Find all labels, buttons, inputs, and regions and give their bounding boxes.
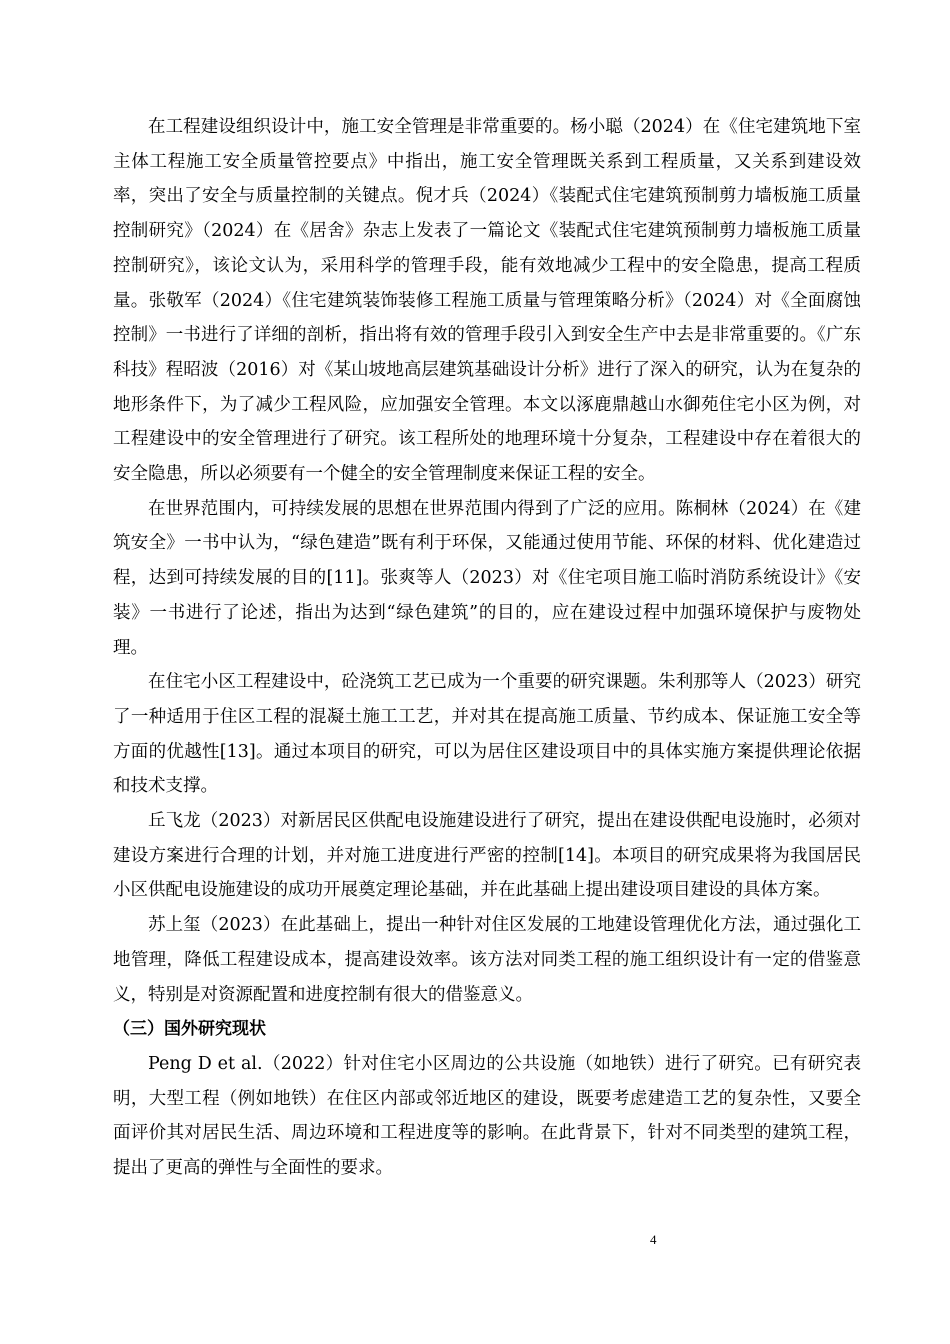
paragraph-safety-management: 在工程建设组织设计中，施工安全管理是非常重要的。杨小聪（2024）在《住宅建筑地下室主体工程施工安全质量管控要点》中指出，施工安全管理既关系到工程质量，又关系到建设效率，突出了安全与质量控制的关键点。倪才兵（2024）《装配式住宅建筑预制剪力墙板施工质量控制研究》（2024）在《居舍》杂志上发表了一篇论文《装配式住宅建筑预制剪力墙板施工质量控制研究》，该论文认为，采用科学的管理手段，能有效地减少工程中的安全隐患，提高工程质量。张敬军（2024）《住宅建筑装饰装修工程施工质量与管理策略分析》（2024）对《全面腐蚀控制》一书进行了详细的剖析，指出将有效的管理手段引入到安全生产中去是非常重要的。《广东科技》程昭波（2016）对《某山坡地高层建筑基础设计分析》进行了深入的研究，认为在复杂的地形条件下，为了减少工程风险，应加强安全管理。本文以涿鹿鼎越山水御苑住宅小区为例，对工程建设中的安全管理进行了研究。该工程所处的地理环境十分复杂，工程建设中存在着很大的安全隐患，所以必须要有一个健全的安全管理制度来保证工程的安全。 [113,117,861,485]
paragraph-foreign-research: Peng D et al.（2022）针对住宅小区周边的公共设施（如地铁）进行了研究。已有研究表明，大型工程（例如地铁）在住区内部或邻近地区的建设，既要考虑建造工艺的复杂性，又要全面评价其对居民生活、周边环境和工程进度等的影响。在此背景下，针对不同类型的建筑工程，提出了更高的弹性与全面性的要求。 [113,1053,861,1179]
page-content [113,110,861,1186]
paragraph-site-management: 苏上玺（2023）在此基础上，提出一种针对住区发展的工地建设管理优化方法，通过强化工地管理，降低工程建设成本，提高建设效率。该方法对同类工程的施工组织设计有一定的借鉴意义，特别是对资源配置和进度控制有很大的借鉴意义。 [113,915,861,1005]
section-heading: （三）国外研究现状 [113,1019,266,1040]
page-number: 4 [650,1232,657,1247]
paragraph-sustainable-development: 在世界范围内，可持续发展的思想在世界范围内得到了广泛的应用。陈桐林（2024）在《建筑安全》一书中认为，“绿色建造”既有利于环保，又能通过使用节能、环保的材料、优化建造过程，达到可持续发展的目的[11]。张爽等人（2023）对《住宅项目施工临时消防系统设计》《安装》一书进行了论述，指出为达到“绿色建筑”的目的，应在建设过程中加强环境保护与废物处理。 [113,498,861,658]
paragraph-concrete-pouring: 在住宅小区工程建设中，砼浇筑工艺已成为一个重要的研究课题。朱利那等人（2023）研究了一种适用于住区工程的混凝土施工工艺，并对其在提高施工质量、节约成本、保证施工安全等方面的优越性[13]。通过本项目的研究，可以为居住区建设项目中的具体实施方案提供理论依据和技术支撑。 [113,672,861,797]
paragraph-power-supply: 丘飞龙（2023）对新居民区供配电设施建设进行了研究，提出在建设供配电设施时，必须对建设方案进行合理的计划，并对施工进度进行严密的控制[14]。本项目的研究成果将为我国居民小区供配电设施建设的成功开展奠定理论基础，并在此基础上提出建设项目建设的具体方案。 [113,811,861,901]
